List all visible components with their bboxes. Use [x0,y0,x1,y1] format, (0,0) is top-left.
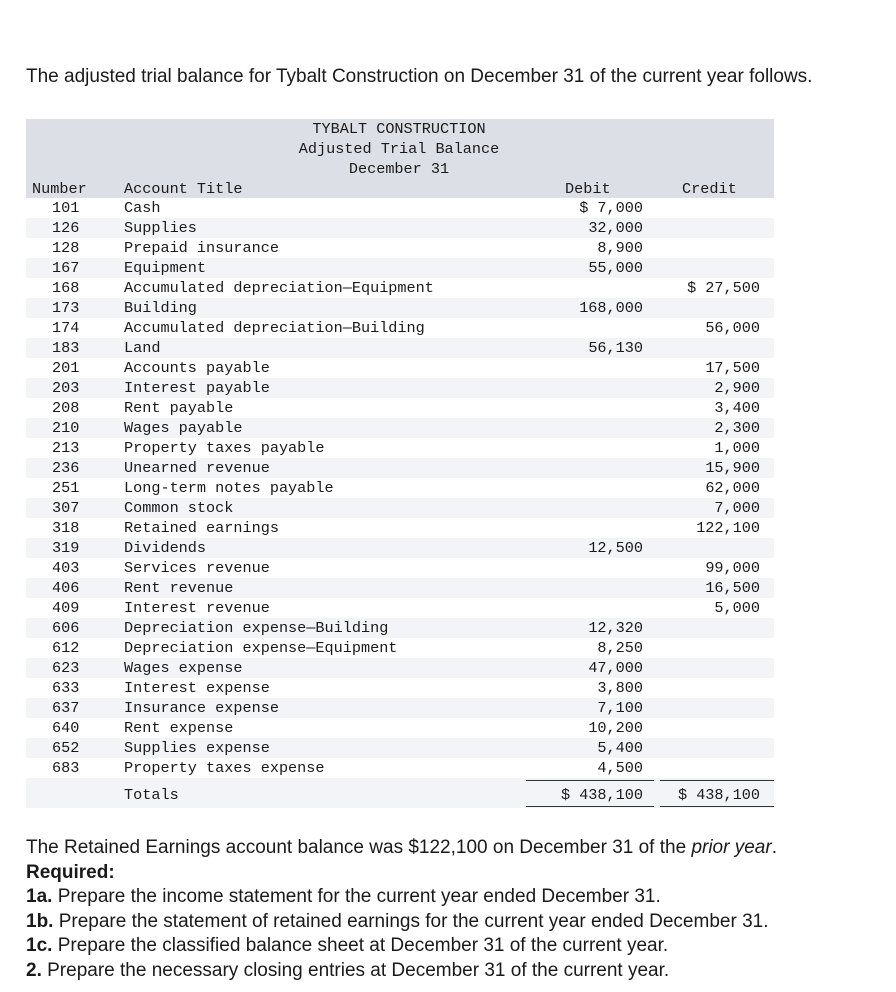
credit-amount: 56,000 [705,319,760,337]
requirement-2: 2. Prepare the necessary closing entries at December 31 of the current year. [26,959,670,981]
debit-total-double-rule [526,806,654,807]
account-title: Interest payable [124,379,270,397]
credit-amount: 122,100 [696,519,760,537]
account-title: Unearned revenue [124,459,270,477]
table-header [26,119,774,198]
table-row [26,418,774,438]
account-title: Depreciation expense—Building [124,619,389,637]
account-title: Rent revenue [124,579,234,597]
prior-year-note [26,836,777,861]
account-number: 683 [52,759,80,777]
debit-amount: 12,320 [588,619,643,637]
account-number: 403 [52,559,80,577]
debit-amount: 4,500 [597,759,643,777]
account-number: 633 [52,679,80,697]
table-row [26,678,774,698]
table-row [26,338,774,358]
credit-amount: 1,000 [714,439,760,457]
table-row [26,558,774,578]
account-title: Wages expense [124,659,243,677]
account-number: 183 [52,339,80,357]
table-row [26,578,774,598]
account-number: 606 [52,619,80,637]
table-row [26,518,774,538]
table-row [26,378,774,398]
table-row [26,698,774,718]
debit-amount: 7,100 [597,699,643,717]
company-name: TYBALT CONSTRUCTION [312,120,486,138]
debit-amount: 32,000 [588,219,643,237]
account-title: Supplies expense [124,739,270,757]
table-row [26,658,774,678]
table-row [26,398,774,418]
debit-amount: 5,400 [597,739,643,757]
table-row [26,738,774,758]
table-row [26,718,774,738]
table-row [26,618,774,638]
requirement-1c: 1c. Prepare the classified balance sheet at December 31 of the current year. [26,935,669,956]
table-row [26,358,774,378]
prior-year-emphasis: prior year [691,837,772,858]
debit-amount: 55,000 [588,259,643,277]
account-number: 208 [52,399,80,417]
table-row [26,538,774,558]
account-title: Interest expense [124,679,270,697]
account-number: 101 [52,199,80,217]
credit-amount: 15,900 [705,459,760,477]
account-number: 251 [52,479,80,497]
table-row [26,198,774,218]
table-row [26,458,774,478]
account-title: Wages payable [124,419,243,437]
totals-debit: $ 438,100 [560,786,643,804]
account-title: Equipment [124,259,207,277]
debit-amount: $ 7,000 [579,199,643,217]
account-title: Common stock [124,499,234,517]
table-row [26,758,774,778]
account-number: 213 [52,439,80,457]
account-title: Accumulated depreciation—Building [124,319,425,337]
account-title: Land [124,339,161,357]
table-row [26,278,774,298]
account-number: 201 [52,359,80,377]
totals-label: Totals [124,786,179,804]
table-row [26,598,774,618]
table-row [26,238,774,258]
account-number: 174 [52,319,80,337]
account-number: 409 [52,599,80,617]
debit-amount: 8,250 [597,639,643,657]
column-header-debit: Debit [565,180,611,198]
table-body [26,198,774,778]
account-number: 319 [52,539,80,557]
table-row [26,258,774,278]
account-number: 168 [52,279,80,297]
table-row [26,318,774,338]
table-row [26,298,774,318]
account-number: 173 [52,299,80,317]
table-row [26,438,774,458]
totals-credit: $ 438,100 [677,786,760,804]
debit-amount: 10,200 [588,719,643,737]
table-row [26,498,774,518]
table-row [26,478,774,498]
intro-text: The adjusted trial balance for Tybalt Construction on December 31 of the current year follows. [26,66,813,87]
account-title: Property taxes expense [124,759,325,777]
prior-year-note-end: . [771,837,777,858]
report-date: December 31 [348,160,450,178]
debit-total-rule [526,780,654,781]
required-heading: Required: [26,861,115,883]
account-title: Dividends [124,539,207,557]
account-number: 126 [52,219,80,237]
account-title: Depreciation expense—Equipment [124,639,398,657]
account-number: 236 [52,459,80,477]
debit-amount: 12,500 [588,539,643,557]
account-number: 318 [52,519,80,537]
credit-total-double-rule [660,806,774,807]
account-title: Long-term notes payable [124,479,334,497]
account-number: 652 [52,739,80,757]
table-row [26,218,774,238]
account-title: Cash [124,199,161,217]
account-title: Building [124,299,197,317]
requirement-1b: 1b. Prepare the statement of retained earnings for the current year ended December 31. [26,910,769,932]
credit-amount: 5,000 [714,599,760,617]
credit-amount: 2,900 [714,379,760,397]
account-number: 640 [52,719,80,737]
credit-amount: 62,000 [705,479,760,497]
account-number: 210 [52,419,80,437]
debit-amount: 168,000 [579,299,643,317]
credit-amount: 7,000 [714,499,760,517]
account-title: Prepaid insurance [124,239,279,257]
credit-total-rule [660,780,774,781]
credit-amount: 16,500 [705,579,760,597]
account-number: 612 [52,639,80,657]
table-row [26,638,774,658]
column-header-credit: Credit [682,180,737,198]
debit-amount: 8,900 [597,239,643,257]
instructions [26,836,777,983]
account-title: Insurance expense [124,699,279,717]
account-title: Accounts payable [124,359,270,377]
account-number: 203 [52,379,80,397]
account-number: 623 [52,659,80,677]
account-title: Rent expense [124,719,234,737]
debit-amount: 3,800 [597,679,643,697]
credit-amount: $ 27,500 [687,279,760,297]
account-number: 167 [52,259,80,277]
trial-balance-table [26,119,774,808]
account-title: Interest revenue [124,599,270,617]
credit-amount: 17,500 [705,359,760,377]
credit-amount: 99,000 [705,559,760,577]
credit-amount: 2,300 [714,419,760,437]
column-header-number: Number [32,180,87,198]
account-title: Rent payable [124,399,234,417]
prior-year-note-text: The Retained Earnings account balance was $122,100 on December 31 of the [26,837,692,858]
requirement-1a: 1a. Prepare the income statement for the current year ended December 31. [26,886,661,907]
account-title: Retained earnings [124,519,279,537]
account-title: Accumulated depreciation—Equipment [124,279,434,297]
column-header-title: Account Title [124,180,243,198]
debit-amount: 47,000 [588,659,643,677]
totals-row [26,778,774,808]
account-title: Services revenue [124,559,270,577]
account-title: Supplies [124,219,197,237]
account-title: Property taxes payable [124,439,325,457]
account-number: 307 [52,499,80,517]
credit-amount: 3,400 [714,399,760,417]
account-number: 637 [52,699,80,717]
debit-amount: 56,130 [588,339,643,357]
report-name: Adjusted Trial Balance [298,140,500,158]
account-number: 406 [52,579,80,597]
account-number: 128 [52,239,80,257]
